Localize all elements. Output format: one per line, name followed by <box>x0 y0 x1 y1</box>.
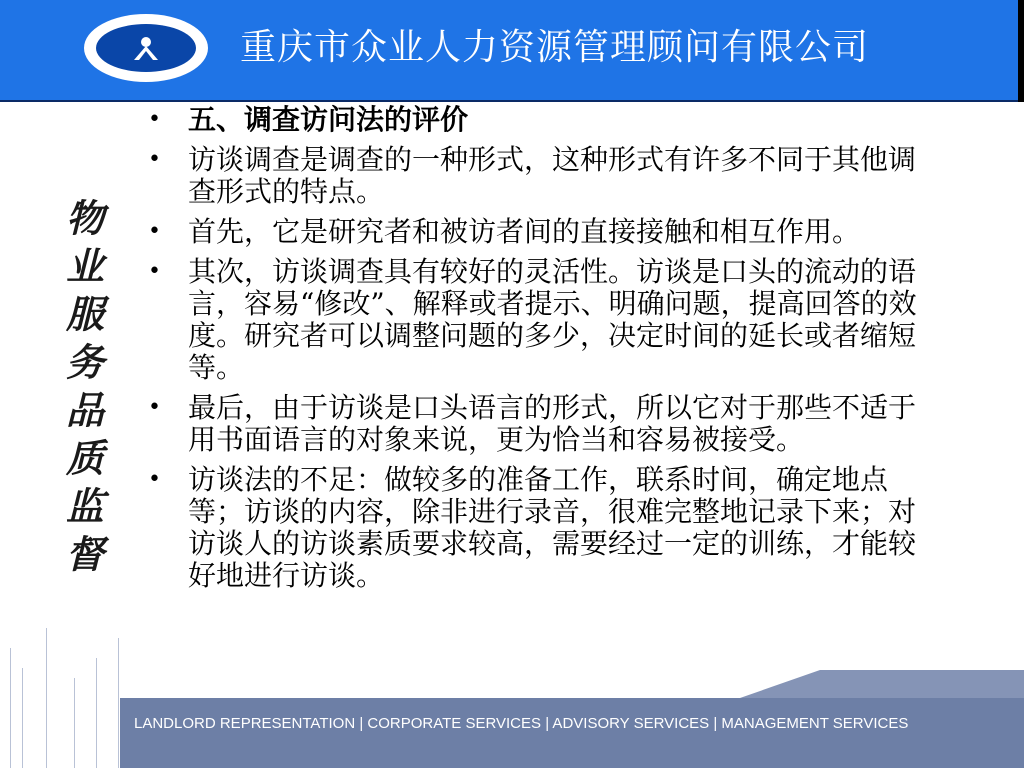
decorative-line <box>118 638 119 768</box>
side-title: 物业服务品质监督 <box>59 198 104 582</box>
decorative-line <box>96 658 97 768</box>
list-item-text: 访谈调查是调查的一种形式，这种形式有许多不同于其他调查形式的特点。 <box>188 143 917 208</box>
footer-services-text: LANDLORD REPRESENTATION | CORPORATE SERVICES | ADVISORY SERVICES | MANAGEMENT SERVICES <box>134 715 909 732</box>
header-right-bar <box>1018 0 1024 102</box>
list-item <box>140 104 940 136</box>
list-item-text: 五、调查访问法的评价 <box>188 103 469 136</box>
bullet-icon: • <box>148 147 161 172</box>
decorative-line <box>10 648 11 768</box>
list-item <box>140 464 940 592</box>
logo-ellipse <box>96 24 196 72</box>
list-item-text: 其次，访谈调查具有较好的灵活性。访谈是口头的流动的语言，容易“修改”、解释或者提示、明确问题，提高回答的效度。研究者可以调整问题的多少，决定时间的延长或者缩短等。 <box>188 255 917 384</box>
header-banner <box>0 0 1018 102</box>
company-name: 重庆市众业人力资源管理顾问有限公司 <box>240 27 870 68</box>
list-item <box>140 144 940 208</box>
logo-mark-icon <box>132 34 160 62</box>
company-logo-icon <box>84 14 208 82</box>
list-item-text: 最后，由于访谈是口头语言的形式，所以它对于那些不适于用书面语言的对象来说，更为恰当和容易被接受。 <box>188 391 917 456</box>
decorative-line <box>46 628 47 768</box>
list-item <box>140 256 940 384</box>
bullet-icon: • <box>148 395 161 420</box>
bullet-list <box>140 104 940 600</box>
bullet-icon: • <box>148 107 161 132</box>
list-item <box>140 216 940 248</box>
bullet-icon: • <box>148 467 161 492</box>
list-item-text: 首先，它是研究者和被访者间的直接接触和相互作用。 <box>188 215 861 248</box>
bullet-icon: • <box>148 219 161 244</box>
list-item <box>140 392 940 456</box>
decorative-line <box>74 678 75 768</box>
bullet-icon: • <box>148 259 161 284</box>
decorative-line <box>22 668 23 768</box>
list-item-text: 访谈法的不足：做较多的准备工作，联系时间，确定地点等；访谈的内容，除非进行录音，很难完整地记录下来；对访谈人的访谈素质要求较高，需要经过一定的训练，才能较好地进行访谈。 <box>188 463 917 592</box>
